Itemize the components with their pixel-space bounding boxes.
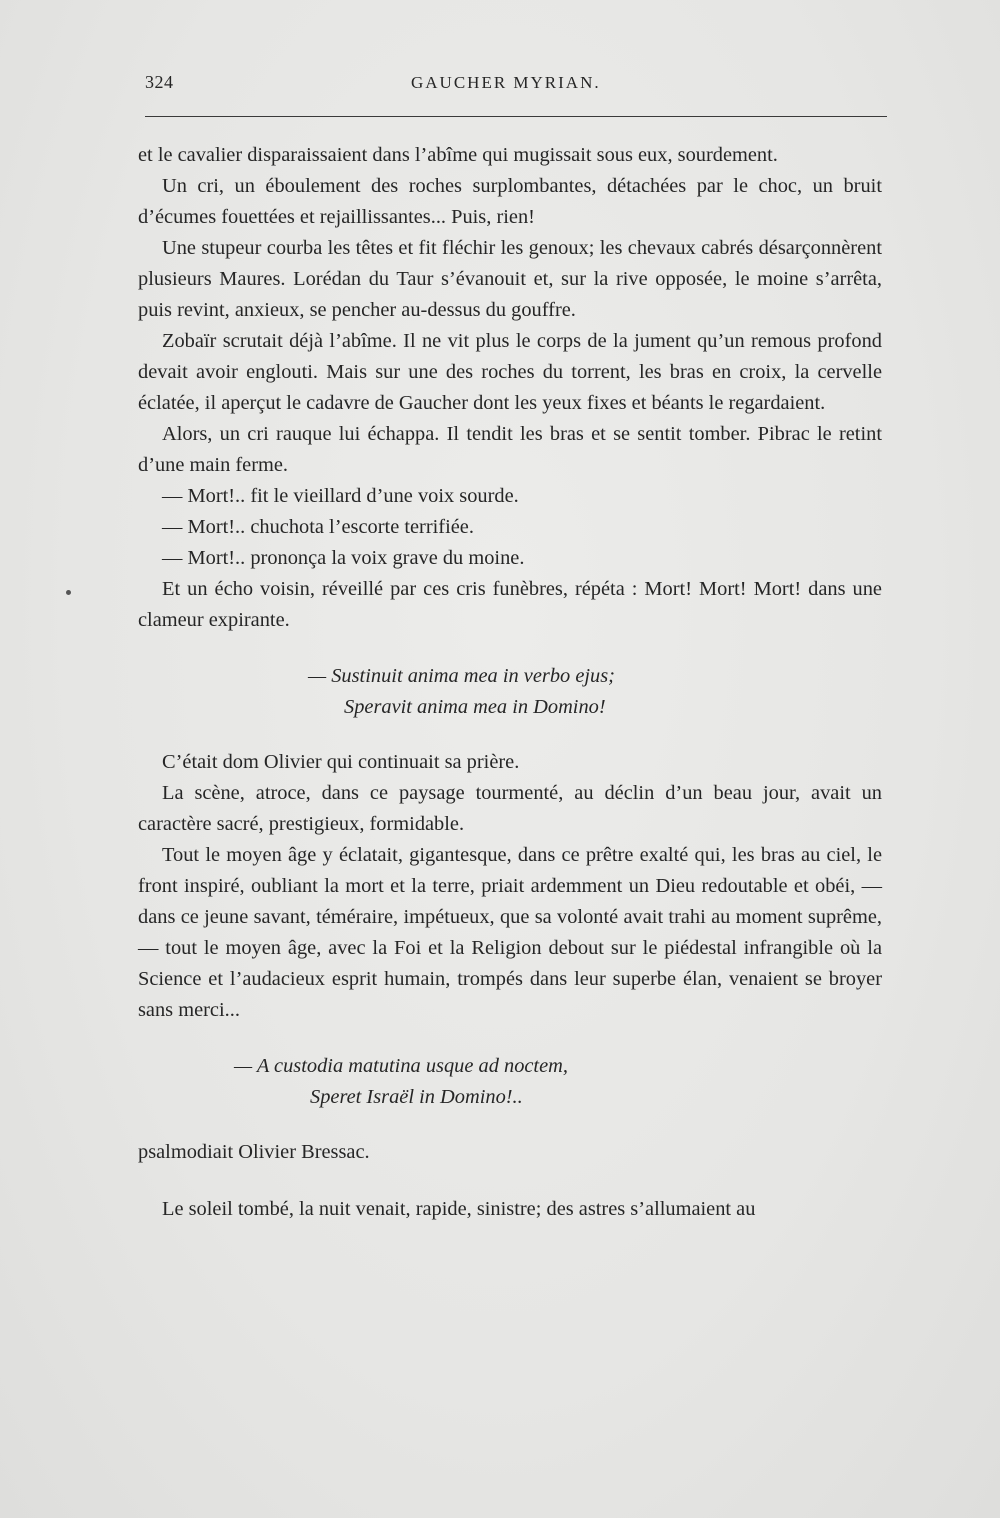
ink-speck bbox=[66, 590, 71, 595]
dialogue-line: — Mort!.. chuchota l’escorte terrifiée. bbox=[162, 516, 474, 538]
paragraph: Alors, un cri rauque lui échappa. Il tendit les bras et se sentit tomber. Pibrac le retint d’une main ferme. bbox=[138, 423, 882, 476]
verse-line: Speravit anima mea in Domino! bbox=[344, 696, 606, 718]
paragraph: Et un écho voisin, réveillé par ces cris funèbres, répéta : Mort! Mort! Mort! dans une clameur expirante. bbox=[138, 578, 882, 631]
verse-line: — A custodia matutina usque ad noctem, bbox=[234, 1055, 568, 1077]
paragraph: Une stupeur courba les têtes et fit fléchir les genoux; les chevaux cabrés désarçonnèrent plusieurs Maures. Lorédan du Taur s’évanouit et, sur la rive opposée, le moine s’arrêta, puis revint, anxieux, se pencher au-dessus du gouffre. bbox=[138, 237, 882, 321]
running-title: GAUCHER MYRIAN. bbox=[411, 73, 601, 92]
paragraph: psalmodiait Olivier Bressac. bbox=[138, 1141, 370, 1163]
page-number: 324 bbox=[145, 72, 174, 92]
latin-verse bbox=[138, 1051, 882, 1113]
dialogue-line: — Mort!.. fit le vieillard d’une voix sourde. bbox=[162, 485, 519, 507]
header-rule bbox=[145, 116, 887, 117]
verse-line: Speret Israël in Domino!.. bbox=[310, 1086, 523, 1108]
dialogue-line: — Mort!.. prononça la voix grave du moine. bbox=[162, 547, 525, 569]
paragraph: Zobaïr scrutait déjà l’abîme. Il ne vit plus le corps de la jument qu’un remous profond devait avoir englouti. Mais sur une des roches du torrent, les bras en croix, la cervelle éclatée, il aperçut le cadavre de Gaucher dont les yeux fixes et béants le regardaient. bbox=[138, 330, 882, 414]
body-text bbox=[138, 140, 882, 1225]
verse-line: — Sustinuit anima mea in verbo ejus; bbox=[308, 665, 615, 687]
paragraph: Tout le moyen âge y éclatait, gigantesque, dans ce prêtre exalté qui, les bras au ciel, le front inspiré, oubliant la mort et la terre, priait ardemment un Dieu redoutable et obéi, — dans ce jeune savant, téméraire, impétueux, que sa volonté avait trahi au moment suprême, — tout le moyen âge, avec la Foi et la Religion debout sur le piédestal infrangible où la Science et l’audacieux esprit humain, trompés dans leur superbe élan, venaient se broyer sans merci... bbox=[138, 844, 882, 1021]
latin-verse bbox=[138, 661, 882, 723]
paragraph: Un cri, un éboulement des roches surplombantes, détachées par le choc, un bruit d’écumes fouettées et rejaillissantes... Puis, rien! bbox=[138, 175, 882, 228]
paragraph: La scène, atroce, dans ce paysage tourmenté, au déclin d’un beau jour, avait un caractère sacré, prestigieux, formidable. bbox=[138, 782, 882, 835]
paragraph: Le soleil tombé, la nuit venait, rapide, sinistre; des astres s’allumaient au bbox=[162, 1198, 756, 1220]
paragraph: C’était dom Olivier qui continuait sa prière. bbox=[162, 751, 520, 773]
page-header bbox=[145, 72, 885, 102]
paragraph: et le cavalier disparaissaient dans l’abîme qui mugissait sous eux, sourdement. bbox=[138, 144, 778, 166]
paragraph-gap bbox=[138, 1168, 882, 1194]
